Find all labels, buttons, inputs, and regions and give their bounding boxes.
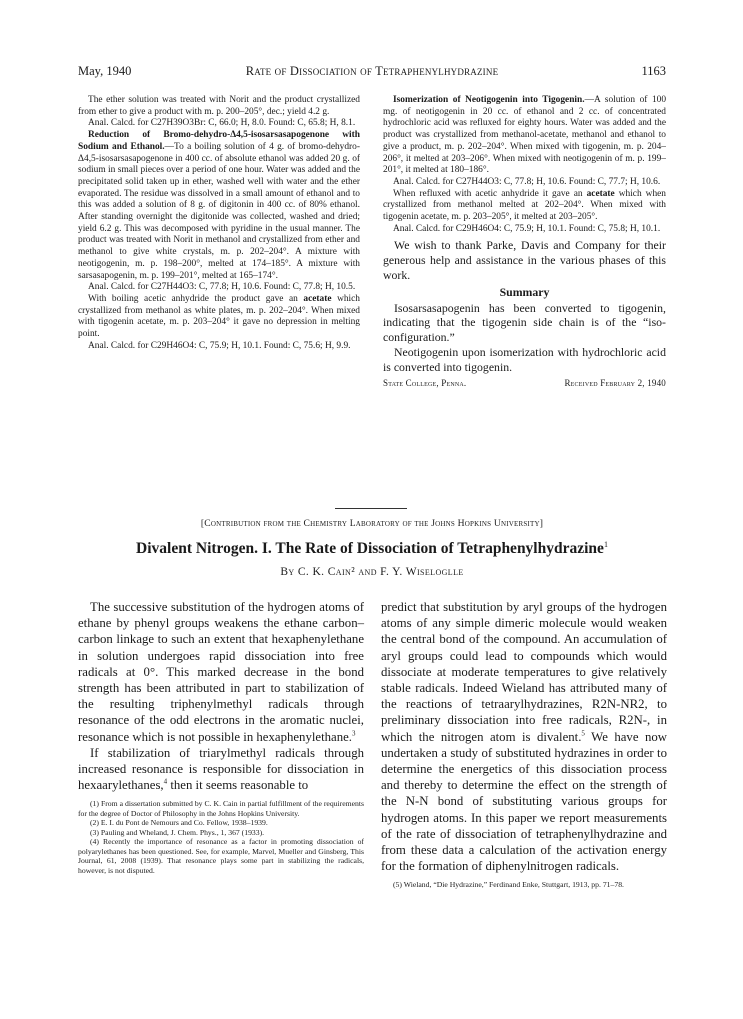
paragraph: The ether solution was treated with Norit and the product crystallized from ether to give a product with m. p. 200–205°, dec.; yield 4.2 g. (78, 95, 360, 117)
article-right-column (381, 599, 667, 890)
summary-item: Isosarsasapogenin has been converted to tigogenin, indicating that the tigogenin side chain is of the “iso- configuration.” (383, 300, 666, 345)
received-date: Received February 2, 1940 (564, 377, 666, 388)
footnote-ref: 1 (603, 539, 608, 549)
footnote: (5) Wieland, “Die Hydrazine,” Ferdinand Enke, Stuttgart, 1913, pp. 71–78. (393, 880, 624, 890)
article-title: Divalent Nitrogen. I. The Rate of Dissociation of Tetraphenylhydrazine$^1$ (136, 539, 608, 557)
footnote-ref: 4 (163, 777, 168, 786)
paragraph: If stabilization of triarylmethyl radicals through increased resonance is responsible for dissociation in hexaarylethanes,$^4$ then it seems reasonable to (78, 745, 364, 793)
analysis-line: Anal. Calcd. for C29H46O4: C, 75.9; H, 10.1. Found: C, 75.6; H, 9.9. (88, 340, 351, 351)
analysis-line: Anal. Calcd. for C27H39O3Br: C, 66.0; H, 8.0. Found: C, 65.8; H, 8.1. (88, 118, 356, 129)
paragraph: With boiling acetic anhydride the product gave an acetate which crystallized from methanol as white plates, m. p. 202–204°. When mixed with tigogenin acetate, m. p. 203–204° it gave no depression in melting point. (78, 293, 360, 340)
section-heading: Reduction of Bromo-dehydro-Δ4,5-isosarsasapogenone with Sodium and Ethanol. (78, 130, 360, 152)
paragraph: Isomerization of Neotigogenin into Tigogenin.—A solution of 100 mg. of neotigogenin in 20 cc. of ethanol and 2 cc. of concentrated hydrochloric acid was refluxed for eighty hours. Water was added and the product was crystallized from methanol-acetate, methanol and ethanol to give a product, m. p. 202–204°. When mixed with tigogenin, m. p. 204–206°, it melted at 203–206°. When mixed with neotigogenin of m. p. 199–201°, it melted at 180–186°. (383, 95, 667, 176)
signature-line (383, 378, 666, 390)
page-number: 1163 (641, 64, 666, 78)
footnotes (381, 880, 667, 890)
acknowledgment: We wish to thank Parke, Davis and Company for their generous help and assistance in the various phases of this work. (383, 238, 666, 283)
paragraph: predict that substitution by aryl groups of the hydrogen atoms of any simple dimeric molecule would weaken the central bond of the compound. An accumulation of aryl groups could lead to compounds which would dissociate at moderate temperatures to give relatively stable radicals. Indeed Wieland has attributed many of the reactions of tetraarylhydrazines, R2N-NR2, to preliminary dissociation into free radicals, R2N-, in which the nitrogen atom is divalent.$^5$ We have now undertaken a study of substituted hydrazines in order to determine the energetics of this dissociation process and thereby to determine the effect on the strength of the N-N bond of substituting various groups for hydrogen atoms. In this paper we report measurements of the rate of dissociation of tetraphenylhydrazine and from these data a calculation of the activation energy for the formation of diphenylnitrogen radicals. (381, 600, 668, 874)
summary-item: Neotigogenin upon isomerization with hydrochloric acid is converted into tigogenin. (383, 345, 666, 374)
footnote: (2) E. I. du Pont de Nemours and Co. Fellow, 1938–1939. (90, 818, 268, 828)
previous-article-left-column (78, 95, 360, 352)
footnote: (1) From a dissertation submitted by C. K. Cain in partial fulfillment of the requirements for the degree of Doctor of Philosophy in the Johns Hopkins University. (78, 799, 364, 818)
location: State College, Penna. (383, 377, 467, 388)
footnote-ref: 5 (581, 729, 585, 738)
paragraph: Reduction of Bromo-dehydro-Δ4,5-isosarsasapogenone with Sodium and Ethanol.—To a boiling solution of 4 g. of bromo-dehydro-Δ4,5-isosarsasapogenone in 400 cc. of absolute ethanol was added 20 g. of sodium in small pieces over a period of one hour. Water was added and the precipitated solid taken up in ether, washed well with water and the ether evaporated. The residue was dissolved in a small amount of ethanol and to this was added a solution of 8 g. of digitonin in 400 cc. of 80% ethanol. After standing overnight the digitonide was collected, washed and dried; yield 6.2 g. This was decomposed with pyridine in the usual manner. The product was treated with Norit in methanol and crystallized from ether and methanol to give white crystals, m. p. 202–204°. A mixture with neotigogenin, m. p. 198–200°, melted at 174–185°. A mixture with sarsasapogenin, m. p. 199–201°, melted at 165–174°. (78, 130, 360, 281)
issue-date: May, 1940 (78, 64, 132, 78)
authors: By C. K. Cain² and F. Y. Wiseloglle (280, 566, 464, 578)
section-heading: Isomerization of Neotigogenin into Tigogenin. (393, 95, 585, 105)
contribution-line: [Contribution from the Chemistry Laboratory of the Johns Hopkins University] (200, 518, 544, 529)
footnote: (4) Recently the importance of resonance as a factor in promoting dissociation of polyarylethanes has been questioned. See, for example, Marvel, Mueller and Ginsberg, This Journal, 61, 2008 (1939). That resonance plays some part in stabilizing the radicals, however, is not disputed. (78, 837, 364, 875)
divider (335, 508, 407, 509)
footnote-ref: 3 (352, 729, 356, 738)
summary-heading: Summary (499, 284, 550, 299)
previous-article-right-column (383, 95, 666, 389)
footnote: (3) Pauling and Wheland, J. Chem. Phys., 1, 367 (1933). (90, 827, 265, 837)
footnotes (78, 799, 364, 875)
analysis-line: Anal. Calcd. for C27H44O3: C, 77.8; H, 10.6. Found: C, 77.8; H, 10.5. (88, 282, 356, 293)
paragraph: When refluxed with acetic anhydride it gave an acetate which when crystallized from methanol melted at 202–204°. When mixed with tigogenin acetate, m. p. 203–205°, it melted at 203–205°. (383, 188, 666, 223)
paragraph: The successive substitution of the hydrogen atoms of ethane by phenyl groups weakens the ethane carbon–carbon linkage to such an extent that hexaphenylethane in solution undergoes rapid dissociation into free radicals at 0°. This marked decrease in the bond strength has been attributed in part to stabilization of the resulting triphenylmethyl radicals through resonance of the odd electrons in the aromatic nuclei, resonance which is not possible in hexaphenylethane.$^3$ (78, 600, 364, 744)
running-title: Rate of Dissociation of Tetraphenylhydrazine (245, 64, 499, 78)
analysis-line: Anal. Calcd. for C27H44O3: C, 77.8; H, 10.6. Found: C, 77.7; H, 10.6. (393, 176, 661, 187)
analysis-line: Anal. Calcd. for C29H46O4: C, 75.9; H, 10.1. Found: C, 75.8; H, 10.1. (393, 223, 661, 234)
running-head (78, 64, 666, 82)
article-left-column (78, 599, 364, 875)
